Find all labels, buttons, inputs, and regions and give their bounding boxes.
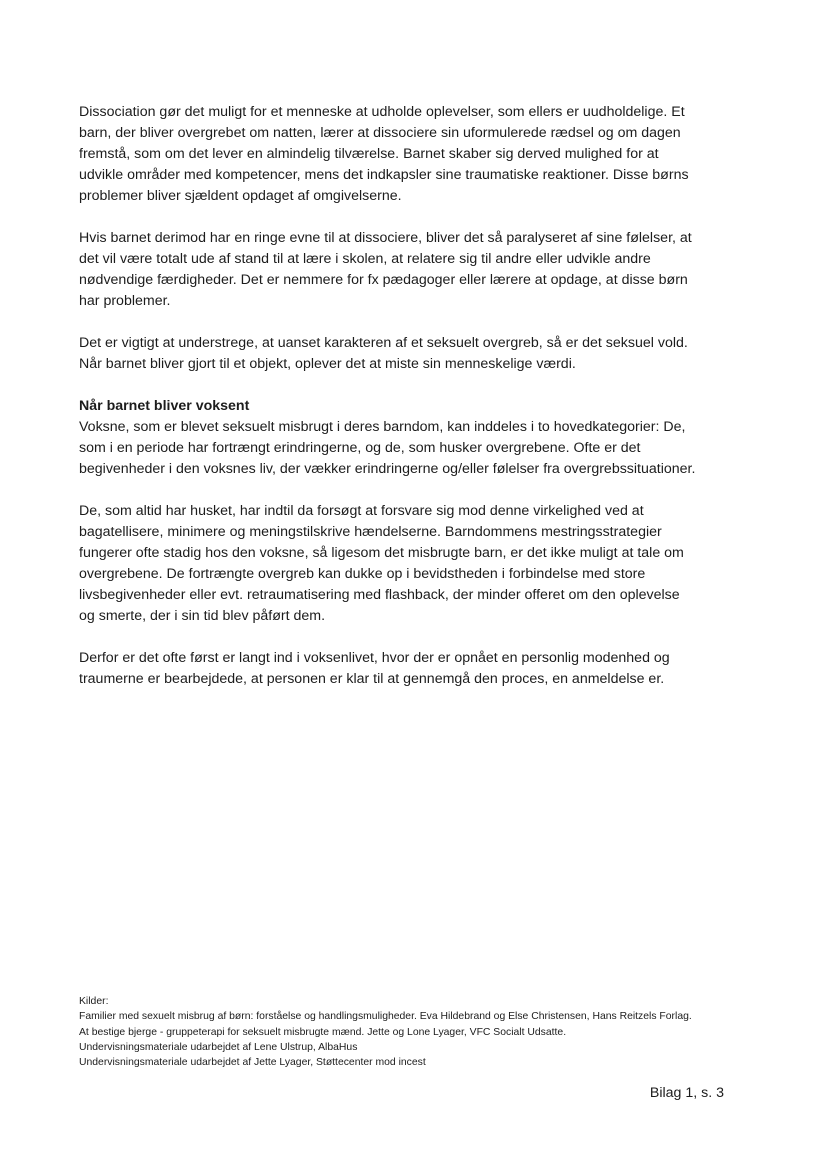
text-line: det vil være totalt ude af stand til at lære i skolen, at relatere sig til andre eller udvikle andre [79,251,651,267]
page-number: Bilag 1, s. 3 [649,1085,724,1101]
source-item: Familier med sexuelt misbrug af børn: forståelse og handlingsmuligheder. Eva Hildebrand og Else Christensen, Hans Reitzels Forlag. [79,1011,692,1023]
text-line: har problemer. [79,293,171,309]
paragraph-always-remembered [79,501,729,627]
text-line: livsbegivenheder eller evt. retraumatisering med flashback, der minder offeret om den oplevelse [79,587,680,603]
paragraph-adulthood [79,396,729,480]
text-line: udvikle områder med kompetencer, mens det indkapsler sine traumatiske reaktioner. Disse børns [79,167,689,183]
text-line: Voksne, som er blevet seksuelt misbrugt i deres barndom, kan inddeles i to hovedkategorier: De, [79,419,686,435]
paragraph-low-dissociation [79,228,729,312]
paragraph-sexual-violence [79,333,729,375]
text-line: overgrebene. De fortrængte overgreb kan dukke op i bevidstheden i forbindelse med store [79,566,646,582]
text-line: Det er vigtigt at understrege, at uanset karakteren af et seksuelt overgreb, så er det seksuel vold. [79,335,688,351]
sources-label: Kilder: [79,996,109,1007]
text-line: nødvendige færdigheder. Det er nemmere for fx pædagoger eller lærere at opdage, at disse børn [79,272,688,288]
source-item: Undervisningsmateriale udarbejdet af Lene Ulstrup, AlbaHus [79,1041,358,1053]
text-line: fremstå, som om det lever en almindelig tilværelse. Barnet skaber sig derved mulighed for at [79,146,659,162]
text-line: som i en periode har fortrængt erindringerne, og de, som husker overgrebene. Ofte er det [79,440,641,456]
paragraph-conclusion [79,648,729,690]
text-line: traumerne er bearbejdede, at personen er klar til at gennemgå den proces, en anmeldelse er. [79,671,665,687]
text-line: begivenheder i den voksnes liv, der vækker erindringerne og/eller følelser fra overgrebssituationer. [79,461,696,477]
text-line: problemer bliver sjældent opdaget af omgivelserne. [79,188,402,204]
text-line: De, som altid har husket, har indtil da forsøgt at forsvare sig mod denne virkelighed ved at [79,503,644,519]
source-item: At bestige bjerge - gruppeterapi for seksuelt misbrugte mænd. Jette og Lone Lyager, VFC Socialt Udsatte. [79,1026,567,1038]
paragraph-dissociation [79,102,729,207]
text-line: fungerer ofte stadig hos den voksne, så ligesom det misbrugte barn, er det ikke muligt at tale om [79,545,684,561]
text-line: bagatellisere, minimere og meningstilskrive hændelserne. Barndommens mestringsstrategier [79,524,662,540]
text-line: barn, der bliver overgrebet om natten, lærer at dissociere sin uformulerede rædsel og om dagen [79,125,681,141]
body-text [79,102,729,711]
source-item: Undervisningsmateriale udarbejdet af Jette Lyager, Støttecenter mod incest [79,1057,426,1069]
text-line: og smerte, der i sin tid blev påført dem. [79,608,326,624]
text-line: Hvis barnet derimod har en ringe evne til at dissociere, bliver det så paralyseret af sine følelser, at [79,230,692,246]
text-line: Dissociation gør det muligt for et menneske at udholde oplevelser, som ellers er uudholdelige. Et [79,104,685,120]
section-heading: Når barnet bliver voksent [79,398,250,414]
text-line: Derfor er det ofte først er langt ind i voksenlivet, hvor der er opnået en personlig modenhed og [79,650,670,666]
sources-list [79,994,759,1070]
text-line: Når barnet bliver gjort til et objekt, oplever det at miste sin menneskelige værdi. [79,356,576,372]
